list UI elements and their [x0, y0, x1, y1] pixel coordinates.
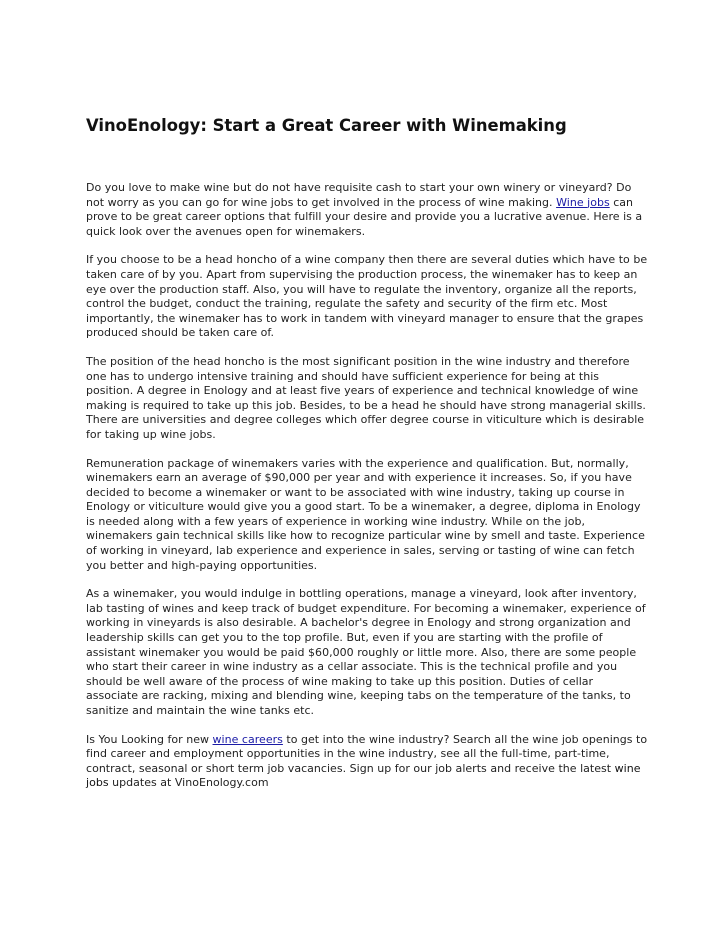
paragraph-intro-text-after: can prove to be great career options that fulfill your desire and provide you a lucrative avenue. Here is a quick look over the avenues open for winemakers. — [86, 195, 643, 238]
paragraph-remuneration: Remuneration package of winemakers varies with the experience and qualification. But, normally, winemakers earn an average of $90,000 per year and with experience it increases. So, if you have decided to become a winemaker or want to be associated with wine industry, taking up course in Enology or viticulture would give you a good start. To be a winemaker, a degree, diploma in Enology is needed along with a few years of experience in working wine industry. While on the job, winemakers gain technical skills like how to recognize particular wine by smell and taste. Experience of working in vineyard, lab experience and experience in sales, serving or tasting of wine can fetch you better and high-paying opportunities. — [86, 456, 645, 572]
article-title: VinoEnology: Start a Great Career with Winemaking — [86, 116, 567, 135]
paragraph-head-honcho-duties: If you choose to be a head honcho of a wine company then there are several duties which have to be taken care of by you. Apart from supervising the production process, the winemaker has to keep an eye over the production staff. Also, you will have to regulate the inventory, organize all the reports, control the budget, conduct the training, regulate the safety and security of the firm etc. Most importantly, the winemaker has to work in tandem with vineyard manager to ensure that the grapes produced should be taken care of. — [86, 253, 648, 340]
paragraph-cta-text-before: Is You Looking for new — [86, 732, 213, 746]
wine-careers-link[interactable]: wine careers — [212, 732, 283, 746]
paragraph-intro — [86, 181, 648, 239]
wine-jobs-link[interactable]: Wine jobs — [556, 195, 610, 209]
paragraph-call-to-action — [86, 733, 648, 791]
paragraph-winemaker-role: As a winemaker, you would indulge in bottling operations, manage a vineyard, look after inventory, lab tasting of wines and keep track of budget expenditure. For becoming a winemaker, experience of working in vineyards is also desirable. A bachelor's degree in Enology and strong organization and leadership skills can get you to the top profile. But, even if you are starting with the profile of assistant winemaker you would be paid $60,000 roughly or little more. Also, there are some people who start their career in wine industry as a cellar associate. This is the technical profile and you should be well aware of the process of wine making to take up this position. Duties of cellar associate are racking, mixing and blending wine, keeping tabs on the temperature of the tanks, to sanitize and maintain the wine tanks etc. — [86, 587, 646, 717]
article — [86, 113, 648, 805]
paragraph-cta-text-middle: to get into the wine industry? Search all the wine job openings to find career and employment opportunities in the wine industry, see all the full-time, part-time, contract, seasonal or short term job vacancies. Sign up for our job alerts and receive the latest — [86, 732, 648, 775]
paragraph-intro-text-before: Do you love to make wine but do not have requisite cash to start your own winery or vineyard? Do not worry as you can go for wine jobs to get involved in the process of wine making. — [86, 181, 632, 209]
paragraph-position-requirements: The position of the head honcho is the most significant position in the wine industry and therefore one has to undergo intensive training and should have sufficient experience for being at this position. A degree in Enology and at least five years of experience and technical knowledge of wine making is required to take up this job. Besides, to be a head he should have strong managerial skills. There are universities and degree colleges which offer degree course in viticulture which is desirable for taking up wine jobs. — [86, 354, 646, 441]
paragraph-cta-text-after: updates at VinoEnology.com — [108, 776, 269, 790]
wine-jobs-term: wine jobs — [86, 761, 641, 790]
